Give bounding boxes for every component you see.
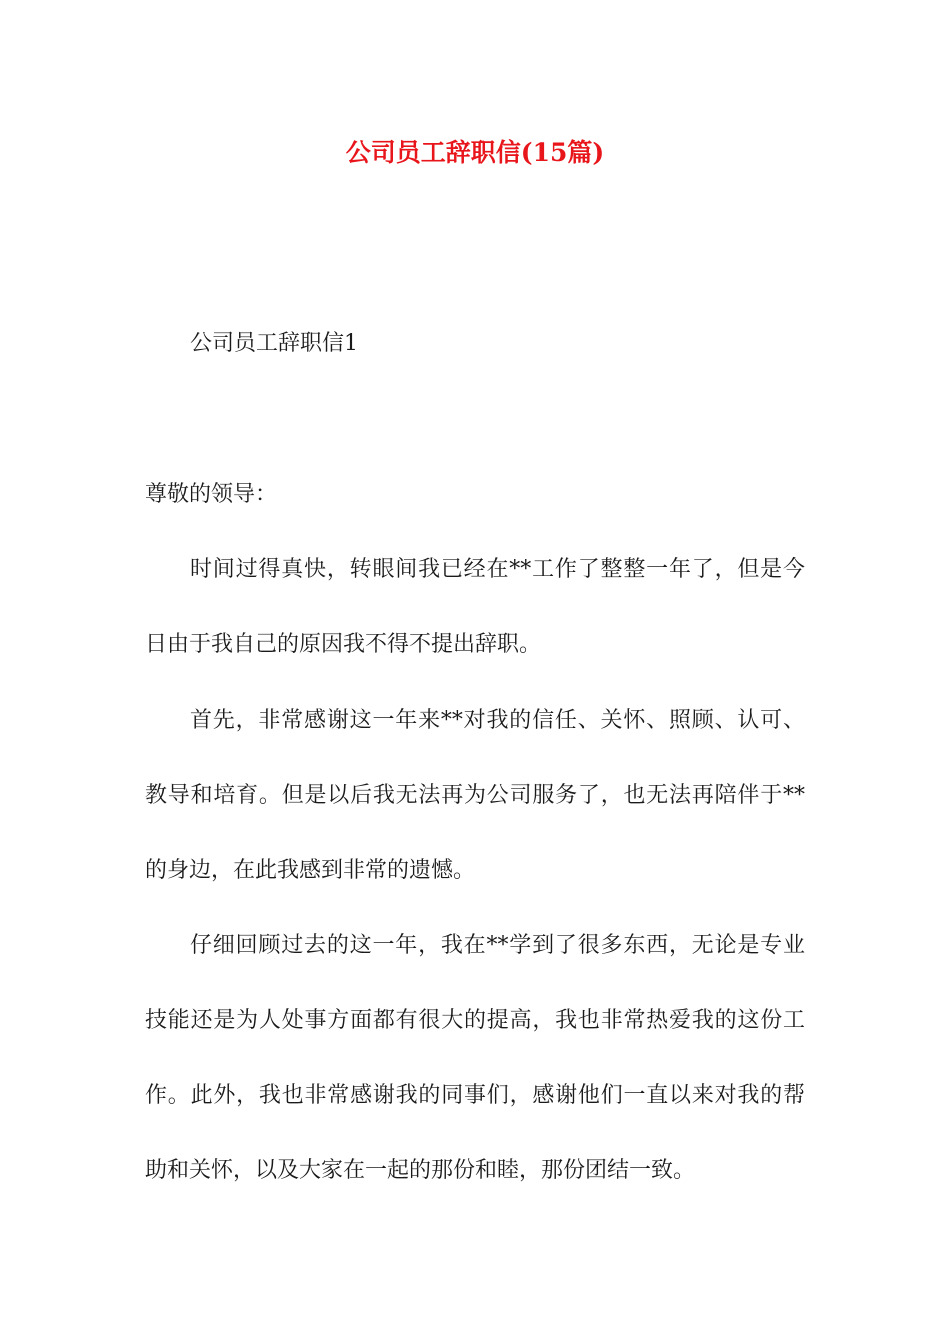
paragraph-2-line-1: 首先，非常感谢这一年来**对我的信任、关怀、照顾、认可、: [190, 708, 805, 733]
paragraph-3-line-1: 仔细回顾过去的这一年，我在**学到了很多东西，无论是专业: [190, 933, 805, 958]
paragraph-3-line-3: 作。此外，我也非常感谢我的同事们，感谢他们一直以来对我的帮: [145, 1083, 805, 1108]
paragraph-2-line-2: 教导和培育。但是以后我无法再为公司服务了，也无法再陪伴于**: [145, 783, 805, 808]
salutation: 尊敬的领导：: [145, 482, 278, 507]
paragraph-2-line-3: 的身边，在此我感到非常的遗憾。: [145, 858, 476, 883]
paragraph-3-line-2: 技能还是为人处事方面都有很大的提高，我也非常热爱我的这份工: [145, 1008, 805, 1033]
paragraph-1-line-2: 日由于我自己的原因我不得不提出辞职。: [145, 632, 542, 657]
document-title: 公司员工辞职信(15篇): [345, 138, 605, 167]
section-title: 公司员工辞职信1: [190, 331, 358, 356]
paragraph-1-line-1: 时间过得真快，转眼间我已经在**工作了整整一年了，但是今: [190, 557, 805, 582]
paragraph-3-line-4: 助和关怀，以及大家在一起的那份和睦，那份团结一致。: [145, 1158, 696, 1183]
